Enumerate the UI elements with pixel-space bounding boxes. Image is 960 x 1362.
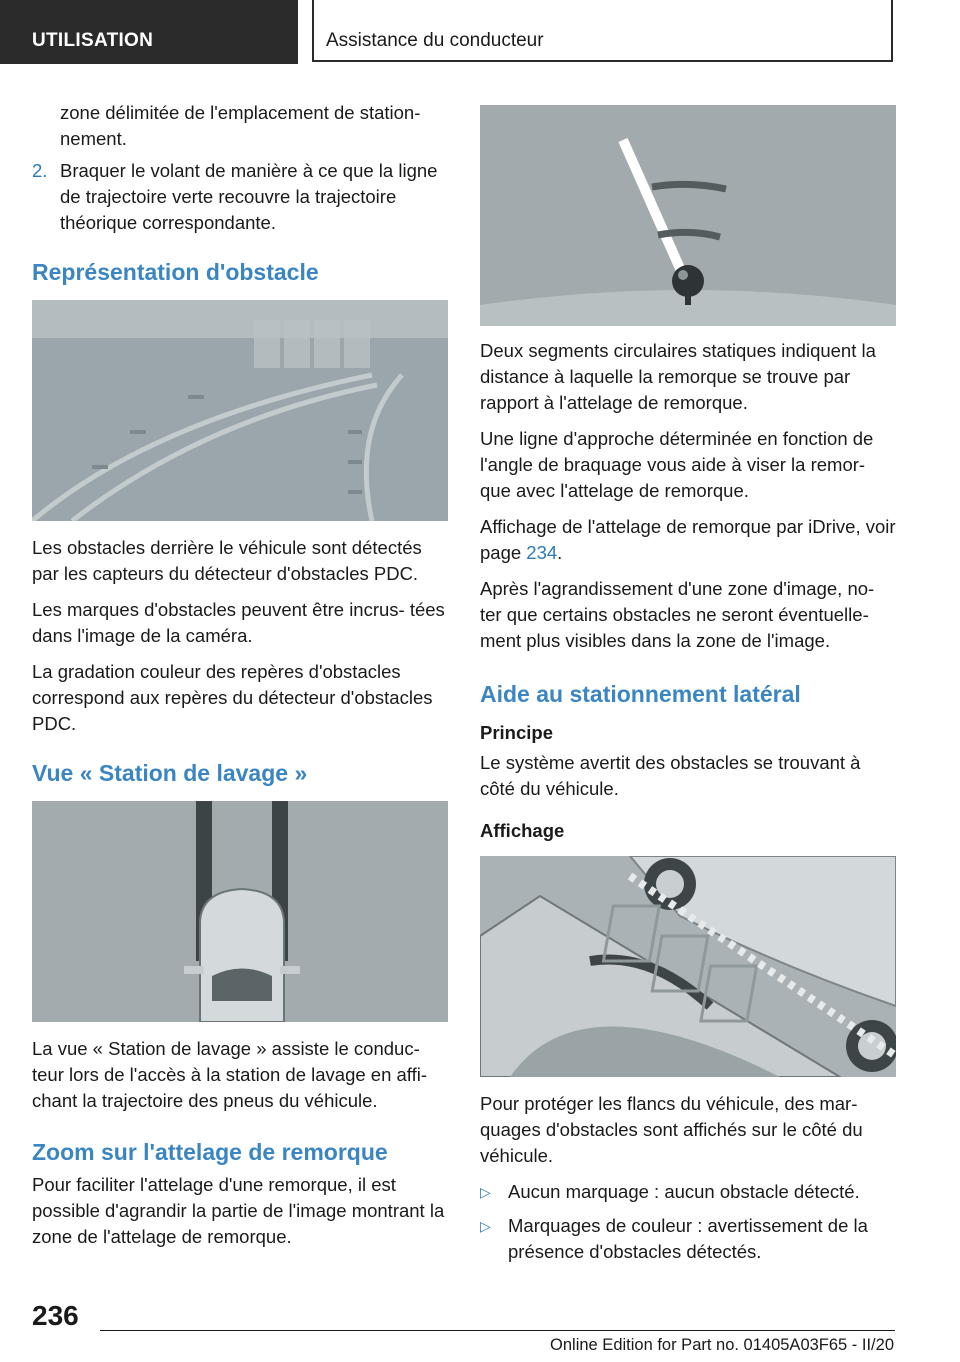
figure-side-parking <box>480 856 896 1077</box>
paragraph-hitch-3-text: Affichage de l'attelage de remorque par iDrive, voir page <box>480 516 896 563</box>
bullet-item <box>480 1179 896 1205</box>
paragraph-display: Pour protéger les flancs du véhicule, des mar- quages d'obstacles sont affichés sur le côté du véhicule. <box>480 1093 863 1166</box>
header-chapter-box <box>312 0 893 62</box>
paragraph-obstacle-3: La gradation couleur des repères d'obstacles correspond aux repères du détecteur d'obstacles PDC. <box>32 661 433 734</box>
heading-principle: Principe <box>480 722 553 743</box>
triangle-bullet-icon: ▷ <box>480 1218 491 1234</box>
heading-hitch-zoom: Zoom sur l'attelage de remorque <box>32 1139 388 1165</box>
paragraph-hitch-1: Deux segments circulaires statiques indiquent la distance à laquelle la remorque se trouve par rapport à l'attelage de remorque. <box>480 340 876 413</box>
figure-obstacle-display <box>32 300 448 521</box>
step-2-text: Braquer le volant de manière à ce que la ligne de trajectoire verte recouvre la trajectoire théorique correspondante. <box>60 160 438 233</box>
step-2-number: 2. <box>32 160 48 181</box>
paragraph-obstacle-1: Les obstacles derrière le véhicule sont détectés par les capteurs du détecteur d'obstacles PDC. <box>32 537 422 584</box>
paragraph-hitch-zoom: Pour faciliter l'attelage d'une remorque, il est possible d'agrandir la partie de l'image montrant la zone de l'attelage de remorque. <box>32 1174 445 1247</box>
bullet-item <box>480 1213 896 1265</box>
heading-obstacle: Représentation d'obstacle <box>32 259 319 285</box>
heading-wash-view: Vue « Station de lavage » <box>32 760 308 786</box>
figure-wash-view <box>32 801 448 1022</box>
step1-continuation: zone délimitée de l'emplacement de station- nement. <box>60 102 421 149</box>
footer-divider <box>100 1330 895 1331</box>
paragraph-hitch-3 <box>480 514 896 566</box>
paragraph-wash-view: La vue « Station de lavage » assiste le conduc- teur lors de l'accès à la station de lavage en affi- chant la trajectoire des pneus du véhicule. <box>32 1038 428 1111</box>
figure-hitch-zoom <box>480 105 896 326</box>
bullet-text: Marquages de couleur : avertissement de la présence d'obstacles détectés. <box>508 1215 868 1262</box>
page-link-234[interactable]: 234 <box>526 542 558 563</box>
footer-edition: Online Edition for Part no. 01405A03F65 - II/20 <box>550 1336 894 1354</box>
page-number: 236 <box>32 1300 79 1331</box>
header-section-tab <box>0 0 298 64</box>
paragraph-hitch-2: Une ligne d'approche déterminée en fonction de l'angle de braquage vous aide à viser la remor- que avec l'attelage de remorque. <box>480 428 874 501</box>
paragraph-hitch-3-end: . <box>557 542 563 563</box>
step-2 <box>32 158 448 236</box>
paragraph-hitch-4: Après l'agrandissement d'une zone d'image, no- ter que certains obstacles ne seront éventuelle- ment plus visibles dans la zone de l'image. <box>480 578 875 651</box>
header-chapter-label: Assistance du conducteur <box>326 30 544 51</box>
left-column <box>32 100 448 1260</box>
heading-display: Affichage <box>480 820 565 841</box>
right-column <box>480 105 896 1273</box>
bullet-text: Aucun marquage : aucun obstacle détecté. <box>508 1181 860 1202</box>
header-section-label: UTILISATION <box>32 30 154 51</box>
heading-side-parking: Aide au stationnement latéral <box>480 681 801 707</box>
triangle-bullet-icon: ▷ <box>480 1184 491 1200</box>
paragraph-principle: Le système avertit des obstacles se trouvant à côté du véhicule. <box>480 752 861 799</box>
paragraph-obstacle-2: Les marques d'obstacles peuvent être incrus- tées dans l'image de la caméra. <box>32 599 445 646</box>
